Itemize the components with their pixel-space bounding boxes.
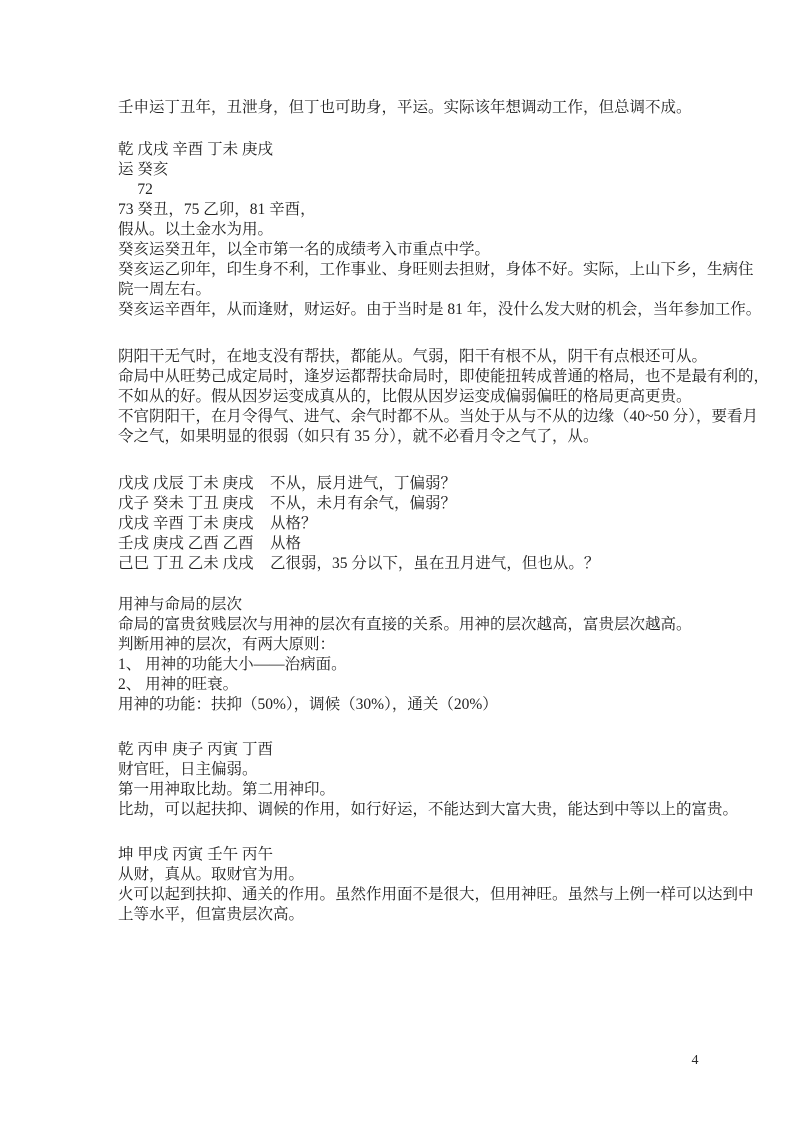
bazi-chart-block (118, 140, 783, 320)
text-line: 假从。以土金水为用。 (118, 221, 274, 238)
text-line: 乾 丙申 庚子 丙寅 丁酉 (118, 741, 274, 758)
pillar-row (118, 554, 783, 574)
text-line: 壬申运丁丑年，丑泄身，但丁也可助身，平运。实际该年想调动工作，但总调不成。 (118, 99, 692, 116)
text-line: 运 癸亥 (118, 161, 169, 178)
text-line: 癸亥运辛酉年，从而逢财，财运好。由于当时是 81 年，没什么发大财的机会，当年参加工作。 (118, 301, 762, 318)
text-line: 从财，真从。取财官为用。 (118, 866, 305, 883)
text-line: 阴阳干无气时，在地支没有帮扶，都能从。气弱，阳干有根不从，阴干有点根还可从。 (118, 348, 708, 365)
example-pillars-table (118, 474, 783, 574)
text-line: 财官旺，日主偏弱。 (118, 761, 258, 778)
text-line: 命局的富贵贫贱层次与用神的层次有直接的关系。用神的层次越高，富贵层次越高。 (118, 616, 692, 633)
text-line: 上等水平，但富贵层次高。 (118, 906, 305, 923)
text-line: 乾 戊戌 辛酉 丁未 庚戌 (118, 141, 274, 158)
text-line: 坤 甲戌 丙寅 壬午 丙午 (118, 846, 274, 863)
text-line: 72 (118, 181, 153, 198)
text-line: 癸亥运乙卯年，印生身不利，工作事业、身旺则去担财，身体不好。实际，上山下乡，生病住 (118, 261, 754, 278)
pillar-row (118, 534, 783, 554)
kun-example-block (118, 845, 783, 925)
text-line: 比劫，可以起扶抑、调候的作用，如行好运，不能达到大富大贵，能达到中等以上的富贵。 (118, 801, 739, 818)
pillar-set: 戊戌 辛酉 丁未 庚戌 (118, 515, 254, 532)
pillar-comment: 不从，辰月进气，丁偏弱？ (270, 475, 457, 492)
text-line: 用神与命局的层次 (118, 596, 243, 613)
pillar-set: 戊子 癸未 丁丑 庚戌 (118, 495, 254, 512)
cong-theory-paragraph (118, 347, 783, 447)
pillar-set: 壬戌 庚戌 乙酉 乙酉 (118, 535, 254, 552)
intro-paragraph (118, 98, 783, 118)
page-number: 4 (691, 1053, 699, 1068)
yongshen-section (118, 595, 783, 715)
text-line: 1、 用神的功能大小——治病面。 (118, 656, 347, 673)
text-line: 癸亥运癸丑年，以全市第一名的成绩考入市重点中学。 (118, 241, 491, 258)
text-line: 判断用神的层次，有两大原则： (118, 636, 336, 653)
text-line: 2、 用神的旺衰。 (118, 676, 239, 693)
text-line: 不如从的好。假从因岁运变成真从的，比假从因岁运变成偏弱偏旺的格局更高更贵。 (118, 388, 692, 405)
text-line: 73 癸丑，75 乙卯，81 辛酉， (118, 201, 316, 218)
document-body (118, 98, 783, 925)
pillar-set: 戊戌 戊辰 丁未 庚戌 (118, 475, 254, 492)
qian-example-block (118, 740, 783, 820)
text-line: 用神的功能：扶抑（50%），调候（30%），通关（20%） (118, 696, 498, 713)
pillar-comment: 从格 (270, 535, 302, 552)
pillar-set: 己巳 丁丑 乙未 戊戌 (118, 555, 254, 572)
text-line: 令之气，如果明显的很弱（如只有 35 分），就不必看月令之气了，从。 (118, 428, 599, 445)
pillar-comment: 不从，未月有余气，偏弱？ (270, 495, 457, 512)
pillar-row (118, 474, 783, 494)
text-line: 院一周左右。 (118, 281, 212, 298)
pillar-comment: 乙很弱，35 分以下，虽在丑月进气，但也从。？ (270, 555, 600, 572)
text-line: 第一用神取比劫。第二用神印。 (118, 781, 336, 798)
pillar-row (118, 494, 783, 514)
text-line: 不官阴阳干，在月令得气、进气、余气时都不从。当处于从与不从的边缘（40~50 分），要看月 (118, 408, 759, 425)
text-line: 命局中从旺势己成定局时，逢岁运都帮扶命局时，即使能扭转成普通的格局，也不是最有利的， (118, 368, 770, 385)
pillar-comment: 从格？ (270, 515, 317, 532)
pillar-row (118, 514, 783, 534)
text-line: 火可以起到扶抑、通关的作用。虽然作用面不是很大，但用神旺。虽然与上例一样可以达到中 (118, 886, 754, 903)
